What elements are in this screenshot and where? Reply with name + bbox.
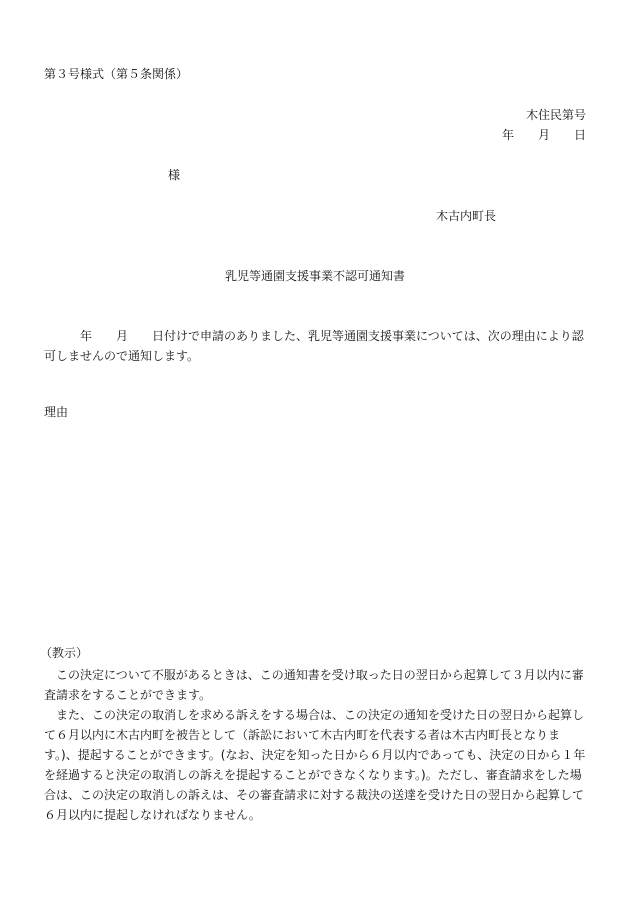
instruction-paragraph: この決定について不服があるときは、この通知書を受け取った日の翌日から起算して３月以内に審査請求をすることができます。	[44, 668, 584, 702]
instruction-paragraph: また、この決定の取消しを求める訴えをする場合は、この決定の通知を受けた日の翌日から起算して６月以内に木古内町を被告として（訴訟において木古内町を代表する者は木古内町長となります。)、提起することができます。(なお、決定を知った日から６月以内であっても、決定の日から１年を経過すると決定の取消しの訴えを提起することができなくなります。)。ただし、審査請求をした場合は、この決定の取消しの訴えは、その審査請求に対する裁決の送達を受けた日の翌日から起算して６月以内に提起しなければなりません。	[44, 708, 586, 822]
document-title: 乳児等通園支援事業不認可通知書	[224, 269, 405, 283]
instruction-heading: （教示）	[40, 646, 89, 660]
document-number: 木住民第号	[525, 108, 586, 122]
form-label: 第３号様式（第５条関係）	[44, 67, 189, 81]
addressee: 様	[168, 168, 181, 182]
intro-paragraph: 年 月 日付けで申請のありました、乳児等通園支援事業については、次の理由により認可しませんので通知します。	[44, 329, 584, 363]
document-date: 年 月 日	[501, 128, 586, 142]
instruction-body	[44, 665, 592, 825]
sender: 木古内町長	[435, 209, 496, 223]
reason-label: 理由	[44, 405, 69, 419]
